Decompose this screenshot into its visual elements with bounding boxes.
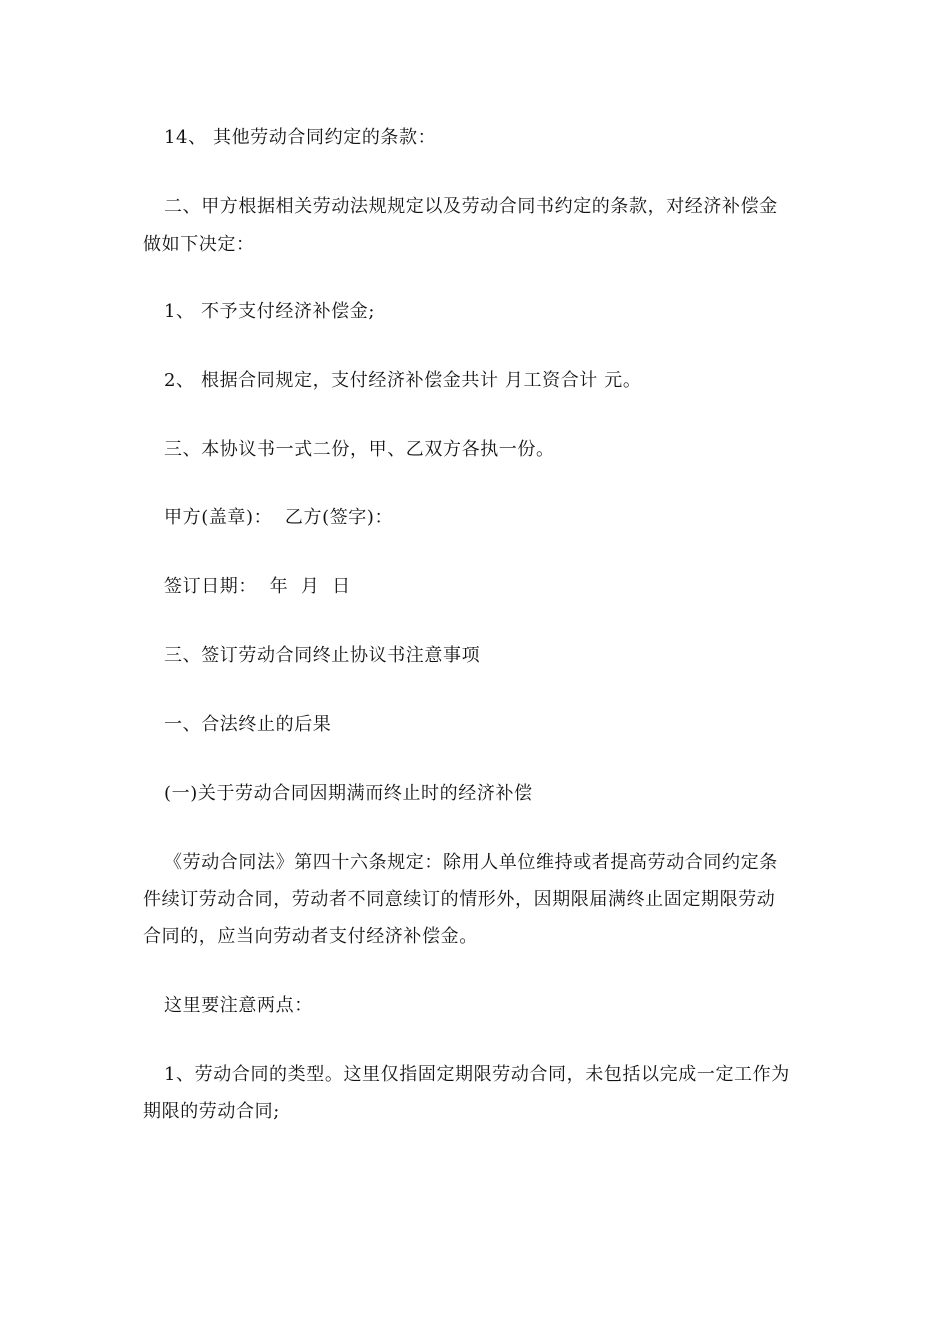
article-46-line-3: 合同的，应当向劳动者支付经济补偿金。: [143, 926, 478, 947]
section-two-line-2: 做如下决定：: [143, 234, 255, 255]
point-1-line-1: 1、劳动合同的类型。这里仅指固定期限劳动合同，未包括以完成一定工作为: [164, 1064, 790, 1085]
item-1-line: 1、 不予支付经济补偿金;: [164, 301, 376, 322]
two-points-line: 这里要注意两点：: [164, 995, 313, 1016]
section-three-line: 三、本协议书一式二份，甲、乙双方各执一份。: [164, 439, 555, 460]
article-46-line-2: 件续订劳动合同，劳动者不同意续订的情形外，因期限届满终止固定期限劳动: [143, 889, 776, 910]
signing-date-line: 签订日期： 年 月 日: [164, 576, 351, 597]
article-46-line-1: 《劳动合同法》第四十六条规定：除用人单位维持或者提高劳动合同约定条: [164, 852, 778, 873]
notes-heading: 三、签订劳动合同终止协议书注意事项: [164, 645, 481, 666]
point-1-line-2: 期限的劳动合同;: [143, 1101, 280, 1122]
legal-termination-heading: 一、合法终止的后果: [164, 714, 332, 735]
clause-14-line: 14、 其他劳动合同约定的条款：: [164, 127, 437, 148]
signature-line: 甲方(盖章)： 乙方(签字)：: [164, 507, 394, 528]
section-two-line-1: 二、甲方根据相关劳动法规规定以及劳动合同书约定的条款，对经济补偿金: [164, 196, 778, 217]
subsection-one-heading: (一)关于劳动合同因期满而终止时的经济补偿: [164, 783, 533, 804]
item-2-line: 2、 根据合同规定，支付经济补偿金共计 月工资合计 元。: [164, 370, 642, 391]
